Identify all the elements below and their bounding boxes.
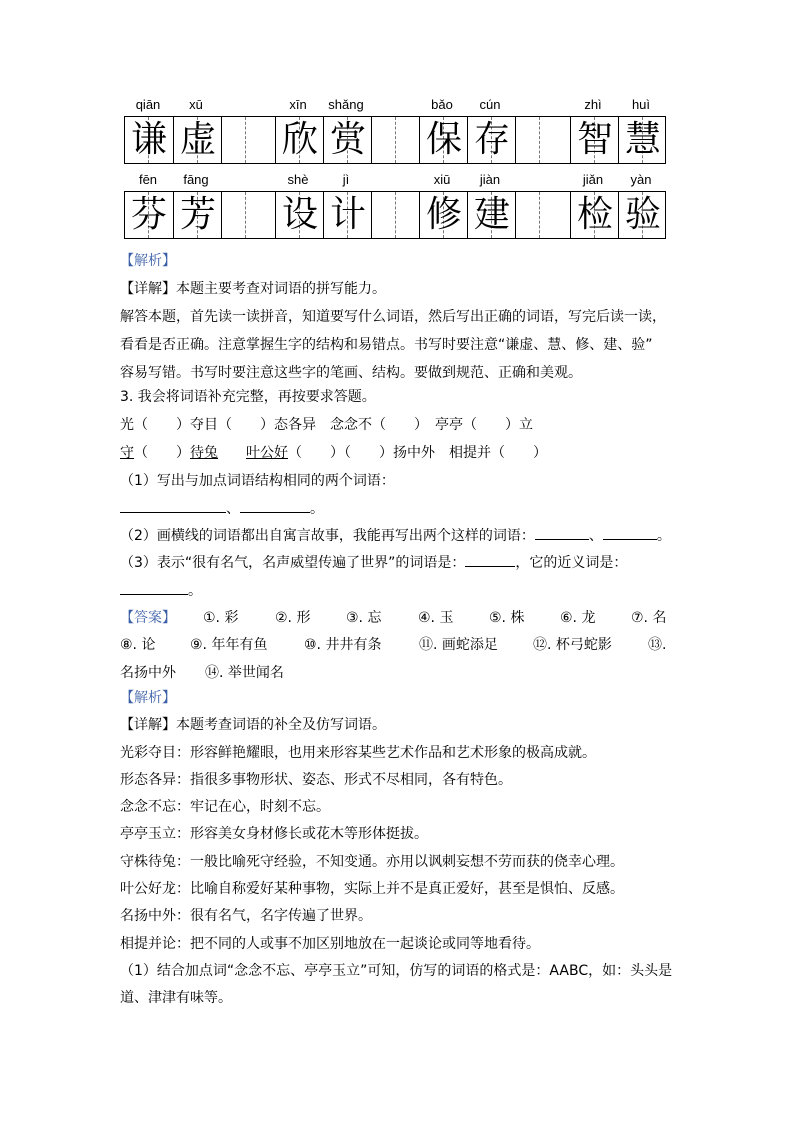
character: 修 <box>425 194 462 235</box>
grid-cell <box>275 117 323 163</box>
grid-cell <box>125 117 173 163</box>
pinyin: shè <box>287 172 309 187</box>
character: 慧 <box>624 119 661 160</box>
paragraph-line: 看看是否正确。注意掌握生字的结构和易错点。书写时要注意“谦虚、慧、修、建、验” <box>120 337 653 353</box>
character: 计 <box>329 194 366 235</box>
answer-blank[interactable] <box>240 500 310 513</box>
fill-in-line-2 <box>120 444 547 462</box>
character: 芳 <box>179 194 216 235</box>
paragraph-line: 解答本题，首先读一读拼音，知道要写什么词语，然后写出正确的词语，写完后读一读， <box>120 309 666 325</box>
definition-line: 光彩夺目：形容鲜艳耀眼，也用来形容某些艺术作品和艺术形象的极高成就。 <box>120 745 596 761</box>
grid-cell <box>371 192 419 238</box>
pinyin: huì <box>631 97 651 112</box>
answer-item: ⑨. 年年有鱼 <box>190 637 268 653</box>
grid-cell <box>618 192 666 238</box>
answer-item: ⑪. 画蛇添足 <box>419 637 498 653</box>
answer-blanks-1 <box>120 500 324 518</box>
pinyin: yàn <box>630 172 652 187</box>
sub-question-3-mid: ，它的近义词是： <box>515 555 628 571</box>
pinyin: fāng <box>183 172 209 187</box>
answer-item: ④. 玉 <box>418 610 454 626</box>
grid-cell <box>515 117 563 163</box>
pinyin: xū <box>189 97 203 112</box>
definition-line: （1）结合加点词“念念不忘、亭亭玉立”可知，仿写的词语的格式是：AABC，如：头头是 <box>120 963 673 979</box>
underlined-idiom-part: 待兔 <box>190 445 218 461</box>
character: 虚 <box>179 119 216 160</box>
analysis-label: 【解析】 <box>120 253 176 269</box>
character-grid-row-1 <box>124 116 666 164</box>
pinyin-row-1 <box>124 97 666 113</box>
answer-item: ⑤. 株 <box>489 610 525 626</box>
grid-cell <box>173 117 221 163</box>
definition-line: 亭亭玉立：形容美女身材修长或花木等形体挺拔。 <box>120 826 428 842</box>
grid-cell <box>371 117 419 163</box>
grid-cell <box>275 192 323 238</box>
answer-blank[interactable] <box>603 527 657 540</box>
answer-blank[interactable] <box>535 527 589 540</box>
grid-cell <box>221 117 269 163</box>
grid-cell <box>419 117 467 163</box>
separator: 、 <box>226 501 240 517</box>
pinyin: xīn <box>289 97 307 112</box>
grid-cell <box>323 192 371 238</box>
spacer <box>218 445 246 461</box>
answer-blank[interactable] <box>465 554 515 567</box>
answer-label: 【答案】 <box>120 610 176 626</box>
grid-cell <box>570 192 618 238</box>
pinyin: jiàn <box>479 172 501 187</box>
pinyin: fēn <box>138 172 158 187</box>
underlined-idiom-part: 守 <box>120 445 134 461</box>
character: 检 <box>576 194 613 235</box>
answer-item: ⑫. 杯弓蛇影 <box>533 637 612 653</box>
character: 设 <box>281 194 318 235</box>
answer-item: ⑭. 举世闻名 <box>205 665 284 681</box>
grid-cell <box>173 192 221 238</box>
detail-heading: 【详解】本题考查词语的补全及仿写词语。 <box>120 717 386 733</box>
grid-cell <box>419 192 467 238</box>
answer-item: ⑦. 名 <box>631 610 667 626</box>
sub-question-3 <box>120 554 627 572</box>
pinyin: bǎo <box>431 97 453 112</box>
paragraph-line: 容易写错。书写时要注意这些字的笔画、结构。要做到规范、正确和美观。 <box>120 365 582 381</box>
period: 。 <box>188 583 202 599</box>
definition-line: 名扬中外：很有名气，名字传遍了世界。 <box>120 908 372 924</box>
definition-line: 叶公好龙：比喻自称爱好某种事物，实际上并不是真正爱好，甚至是惧怕、反感。 <box>120 881 624 897</box>
detail-heading: 【详解】本题主要考查对词语的拼写能力。 <box>120 281 386 297</box>
pinyin: jiǎn <box>582 172 604 187</box>
answer-item: ①. 彩 <box>203 610 239 626</box>
answer-item: ⑩. 井井有条 <box>304 637 382 653</box>
grid-cell <box>515 192 563 238</box>
character-grid-row-2 <box>124 191 666 239</box>
character: 保 <box>425 119 462 160</box>
pinyin: qiān <box>135 97 161 112</box>
character: 验 <box>624 194 661 235</box>
fill-in-line-1: 光（ ）夺目（ ）态各异 念念不（ ） 亭亭（ ）立 <box>120 417 533 433</box>
sub-question-3-text: （3）表示“很有名气，名声威望传遍了世界”的词语是： <box>120 555 466 571</box>
character: 赏 <box>329 119 366 160</box>
character: 谦 <box>130 119 167 160</box>
character: 存 <box>473 119 510 160</box>
definition-line: 相提并论：把不同的人或事不加区别地放在一起谈论或同等地看待。 <box>120 936 540 952</box>
grid-cell <box>618 117 666 163</box>
pinyin: cún <box>479 97 501 112</box>
grid-cell <box>125 192 173 238</box>
sub-question-2-text: （2）画横线的词语都出自寓言故事，我能再写出两个这样的词语： <box>120 528 535 544</box>
grid-cell <box>323 117 371 163</box>
answer-item: ⑬. <box>648 637 667 653</box>
answer-item: ⑥. 龙 <box>560 610 596 626</box>
answer-item: ③. 忘 <box>346 610 382 626</box>
answer-blanks-3 <box>120 582 202 600</box>
analysis-label: 【解析】 <box>120 690 176 706</box>
underlined-idiom-part: 叶公好 <box>246 445 288 461</box>
separator: 、 <box>588 528 603 544</box>
question-title: 3. 我会将词语补充完整，再按要求答题。 <box>120 389 376 405</box>
pinyin: xiū <box>433 172 451 187</box>
answer-item: 名扬中外 <box>120 665 176 681</box>
period: 。 <box>310 501 324 517</box>
grid-cell <box>467 117 515 163</box>
answer-blank[interactable] <box>120 582 188 595</box>
sub-question-2 <box>120 527 671 545</box>
definition-line: 道、津津有味等。 <box>120 990 232 1006</box>
grid-cell <box>570 117 618 163</box>
grid-cell <box>467 192 515 238</box>
pinyin: shǎng <box>328 97 364 112</box>
blank-bracket: （ ） <box>134 445 190 461</box>
period: 。 <box>656 528 671 544</box>
character: 智 <box>576 119 613 160</box>
answer-item: ⑧. 论 <box>120 637 156 653</box>
pinyin: zhì <box>584 97 602 112</box>
character: 芬 <box>130 194 167 235</box>
character: 建 <box>473 194 510 235</box>
definition-line: 形态各异：指很多事物形状、姿态、形式不尽相同，各有特色。 <box>120 772 512 788</box>
definition-line: 念念不忘：牢记在心，时刻不忘。 <box>120 799 330 815</box>
definition-line: 守株待兔：一般比喻死守经验，不知变通。亦用以讽刺妄想不劳而获的侥幸心理。 <box>120 854 624 870</box>
grid-cell <box>221 192 269 238</box>
character: 欣 <box>281 119 318 160</box>
pinyin: jì <box>342 172 350 187</box>
fill-in-rest: （ ）（ ）扬中外 相提并（ ） <box>288 445 547 461</box>
answer-blank[interactable] <box>120 500 226 513</box>
answer-item: ②. 形 <box>275 610 311 626</box>
sub-question-1: （1）写出与加点词语结构相同的两个词语： <box>120 473 395 489</box>
pinyin-row-2 <box>124 172 666 188</box>
